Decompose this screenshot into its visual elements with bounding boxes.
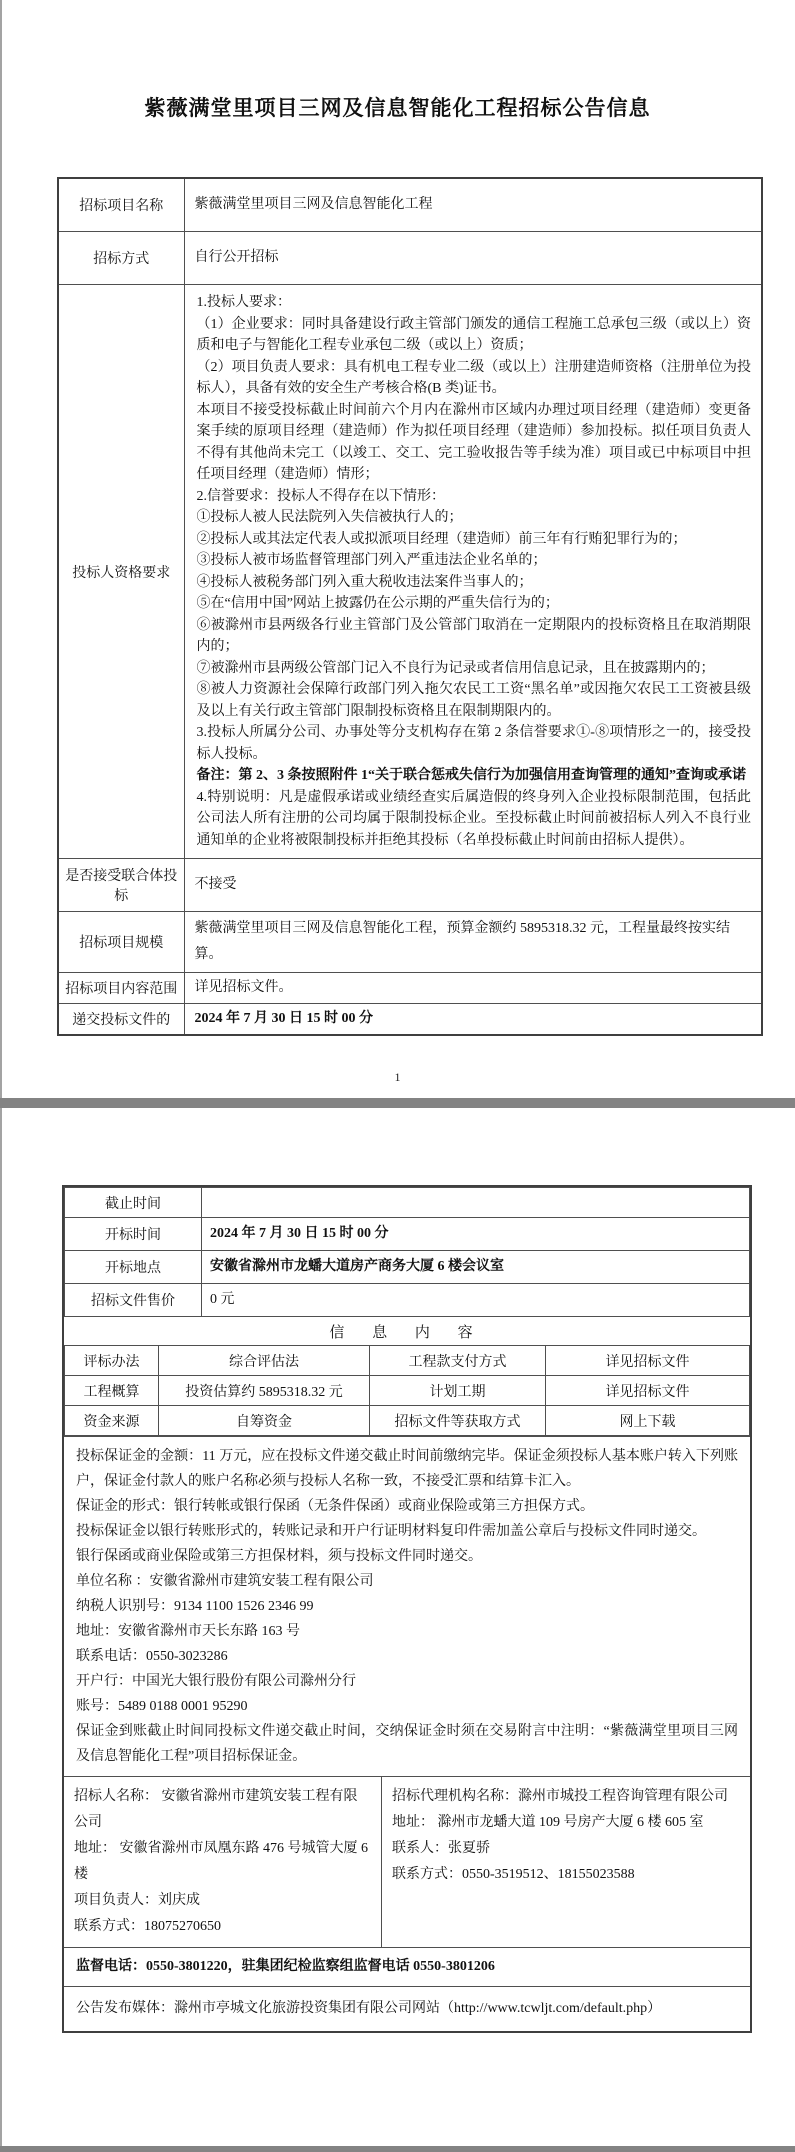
row-value: 网上下载	[546, 1406, 750, 1436]
qualification-paragraph: ②投标人或其法定代表人或拟派项目经理（建造师）前三年有行贿犯罪行为的；	[196, 531, 687, 547]
tenderer-line: 地址： 安徽省滁州市凤凰东路 476 号城管大厦 6 楼	[74, 1841, 368, 1882]
supervision-phone-row: 监督电话：0550-3801220，驻集团纪检监察组监督电话 0550-3801206	[64, 1947, 750, 1986]
row-label: 开标时间	[65, 1218, 202, 1251]
row-value: 2024 年 7 月 30 日 15 时 00 分	[184, 1004, 762, 1036]
row-label: 招标文件售价	[65, 1284, 202, 1317]
row-label: 招标项目内容范围	[58, 973, 184, 1004]
agency-line: 联系方式：0550-3519512、18155023588	[392, 1867, 635, 1882]
qualification-paragraph: （2）项目负责人要求：具有机电工程专业二级（或以上）注册建造师资格（注册单位为投标人），具备有效的安全生产考核合格(B 类)证书。	[196, 359, 751, 396]
section-header: 信 息 内 容	[329, 1325, 485, 1341]
deposit-paragraph: 单位名称 ：安徽省滁州市建筑安装工程有限公司	[76, 1574, 374, 1589]
row-value: 0 元	[202, 1284, 750, 1317]
row-value: 详见招标文件	[546, 1346, 750, 1376]
row-label: 工程款支付方式	[370, 1346, 546, 1376]
table-row	[58, 912, 762, 973]
row-value: 不接受	[184, 859, 762, 912]
page-2	[62, 1185, 752, 2033]
deposit-paragraph: 保证金的形式：银行转帐或银行保函（无条件保函）或商业保险或第三方担保方式。	[76, 1499, 594, 1514]
table-row	[58, 973, 762, 1004]
qualification-paragraph: 3.投标人所属分公司、办事处等分支机构存在第 2 条信誉要求①-⑧项情形之一的，接受投标人投标。	[196, 725, 751, 762]
deposit-paragraph: 地址：安徽省滁州市天长东路 163 号	[76, 1624, 300, 1639]
row-label: 招标项目名称	[58, 178, 184, 232]
table-row	[58, 178, 762, 232]
agency-cell	[381, 1777, 750, 1947]
qualification-paragraph: ⑥被滁州市县两级各行业主管部门及公管部门取消在一定期限内的投标资格且在取消期限内的；	[196, 617, 751, 654]
row-label: 开标地点	[65, 1251, 202, 1284]
row-value	[202, 1188, 750, 1218]
next-page-separator-band	[0, 2146, 795, 2152]
qualification-paragraph: 2.信誉要求：投标人不得存在以下情形：	[196, 488, 445, 504]
agency-line: 地址： 滁州市龙蟠大道 109 号房产大厦 6 楼 605 室	[392, 1815, 704, 1830]
qualification-paragraph: ⑤在“信用中国”网站上披露仍在公示期的严重失信行为的；	[196, 596, 559, 611]
table-row	[65, 1406, 750, 1436]
tenderer-line: 项目负责人：刘庆成	[74, 1893, 200, 1908]
row-label: 资金来源	[65, 1406, 159, 1436]
deposit-paragraph: 联系电话：0550-3023286	[76, 1649, 228, 1664]
row-value: 紫薇满堂里项目三网及信息智能化工程	[184, 178, 762, 232]
schedule-table	[64, 1187, 750, 1317]
deposit-paragraph: 开户行：中国光大银行股份有限公司滁州分行	[76, 1674, 356, 1689]
tender-info-table-2	[62, 1185, 752, 2033]
row-value: 自行公开招标	[184, 232, 762, 285]
qualification-cell	[184, 285, 762, 859]
qualification-paragraph: ③投标人被市场监督管理部门列入严重违法企业名单的；	[196, 553, 547, 568]
qualification-paragraph: 1.投标人要求：	[196, 295, 291, 310]
table-row	[65, 1284, 750, 1317]
row-label: 招标文件等获取方式	[370, 1406, 546, 1436]
agency-line: 招标代理机构名称：滁州市城投工程咨询管理有限公司	[392, 1789, 728, 1804]
row-label: 是否接受联合体投标	[58, 859, 184, 912]
deposit-paragraph: 纳税人识别号：9134 1100 1526 2346 99	[76, 1599, 314, 1614]
agency-line: 联系人：张夏骄	[392, 1841, 490, 1856]
row-label: 递交投标文件的	[58, 1004, 184, 1036]
row-label: 截止时间	[65, 1188, 202, 1218]
row-label: 投标人资格要求	[58, 285, 184, 859]
row-label: 计划工期	[370, 1376, 546, 1406]
row-value: 安徽省滁州市龙蟠大道房产商务大厦 6 楼会议室	[202, 1251, 750, 1284]
deposit-paragraph: 投标保证金的金额：11 万元，应在投标文件递交截止时间前缴纳完毕。保证金须投标人基本账户转入下列账户，保证金付款人的账户名称必须与投标人名称一致，不接受汇票和结算卡汇入。	[76, 1449, 738, 1489]
tenderer-cell	[64, 1777, 381, 1947]
row-label: 评标办法	[65, 1346, 159, 1376]
table-row	[58, 1004, 762, 1036]
announcement-media-row	[64, 1986, 750, 2031]
qualification-paragraph: 本项目不接受投标截止时间前六个月内在滁州市区域内办理过项目经理（建造师）变更备案手续的原项目经理（建造师）作为拟任项目经理（建造师）参加投标。拟任项目负责人不得有其他尚未完工（以竣工、交工、完工验收报告等手续为准）项目或已中标项目中担任项目经理（建造师）情形；	[196, 402, 751, 482]
qualification-paragraph: ⑦被滁州市县两级公管部门记入不良行为记录或者信用信息记录，且在披露期内的；	[196, 660, 715, 676]
page-title: 紫薇满堂里项目三网及信息智能化工程招标公告信息	[144, 96, 651, 120]
qualification-paragraph: ⑧被人力资源社会保障行政部门列入拖欠农民工工资“黑名单”或因拖欠农民工工资被县级及以上有关行政主管部门限制投标资格且在限制期限内的。	[196, 682, 751, 719]
info-content-table	[64, 1345, 750, 1436]
row-label: 招标项目规模	[58, 912, 184, 973]
table-row	[58, 232, 762, 285]
row-label: 招标方式	[58, 232, 184, 285]
deposit-paragraph: 保证金到账截止时间同投标文件递交截止时间，交纳保证金时须在交易附言中注明：“紫薇满堂里项目三网及信息智能化工程”项目招标保证金。	[76, 1724, 738, 1764]
qualification-paragraph: ①投标人被人民法院列入失信被执行人的；	[196, 510, 463, 525]
table-row	[65, 1376, 750, 1406]
deposit-info-cell	[64, 1436, 750, 1776]
page-separator-band	[0, 1098, 795, 1108]
row-value: 综合评估法	[159, 1346, 370, 1376]
tenderer-line: 招标人名称： 安徽省滁州市建筑安装工程有限公司	[74, 1789, 358, 1830]
deposit-paragraph: 账号：5489 0188 0001 95290	[76, 1699, 248, 1714]
qualification-note: 备注：第 2、3 条按照附件 1“关于联合惩戒失信行为加强信用查询管理的通知”查询或承诺	[196, 768, 746, 783]
qualification-paragraph: ④投标人被税务部门列入重大税收违法案件当事人的；	[196, 574, 533, 590]
deposit-paragraph: 银行保函或商业保险或第三方担保材料，须与投标文件同时递交。	[76, 1549, 482, 1564]
page-number: 1	[394, 1070, 401, 1084]
table-row-qualification	[58, 285, 762, 859]
row-value: 自筹资金	[159, 1406, 370, 1436]
row-value: 详见招标文件。	[184, 973, 762, 1004]
row-value: 详见招标文件	[546, 1376, 750, 1406]
qualification-paragraph: （1）企业要求：同时具备建设行政主管部门颁发的通信工程施工总承包三级（或以上）资质和电子与智能化工程专业承包二级（或以上）资质；	[196, 316, 751, 353]
contacts-row	[64, 1776, 750, 1947]
announcement-media-text: 公告发布媒体：滁州市亭城文化旅游投资集团有限公司网站（http://www.tcwljt.com/default.php）	[76, 2001, 662, 2016]
table-row	[65, 1218, 750, 1251]
row-value: 2024 年 7 月 30 日 15 时 00 分	[202, 1218, 750, 1251]
table-row	[58, 859, 762, 912]
table-row	[65, 1251, 750, 1284]
deposit-paragraph: 投标保证金以银行转账形式的，转账记录和开户行证明材料复印件需加盖公章后与投标文件同时递交。	[76, 1524, 706, 1539]
qualification-paragraph: 4.特别说明：凡是虚假承诺或业绩经查实后属造假的终身列入企业投标限制范围，包括此公司法人所有注册的公司均属于限制投标企业。至投标截止时间前被招标人列入不良行业通知单的企业将被限制投标并拒绝其投标（名单投标截止时间前由招标人提供）。	[196, 789, 751, 848]
row-value: 紫薇满堂里项目三网及信息智能化工程，预算金额约 5895318.32 元，工程量最终按实结算。	[184, 912, 762, 973]
row-label: 工程概算	[65, 1376, 159, 1406]
row-value: 投资估算约 5895318.32 元	[159, 1376, 370, 1406]
table-row	[65, 1188, 750, 1218]
tenderer-line: 联系方式：18075270650	[74, 1919, 221, 1934]
tender-info-table	[57, 177, 763, 1036]
table-row	[65, 1346, 750, 1376]
